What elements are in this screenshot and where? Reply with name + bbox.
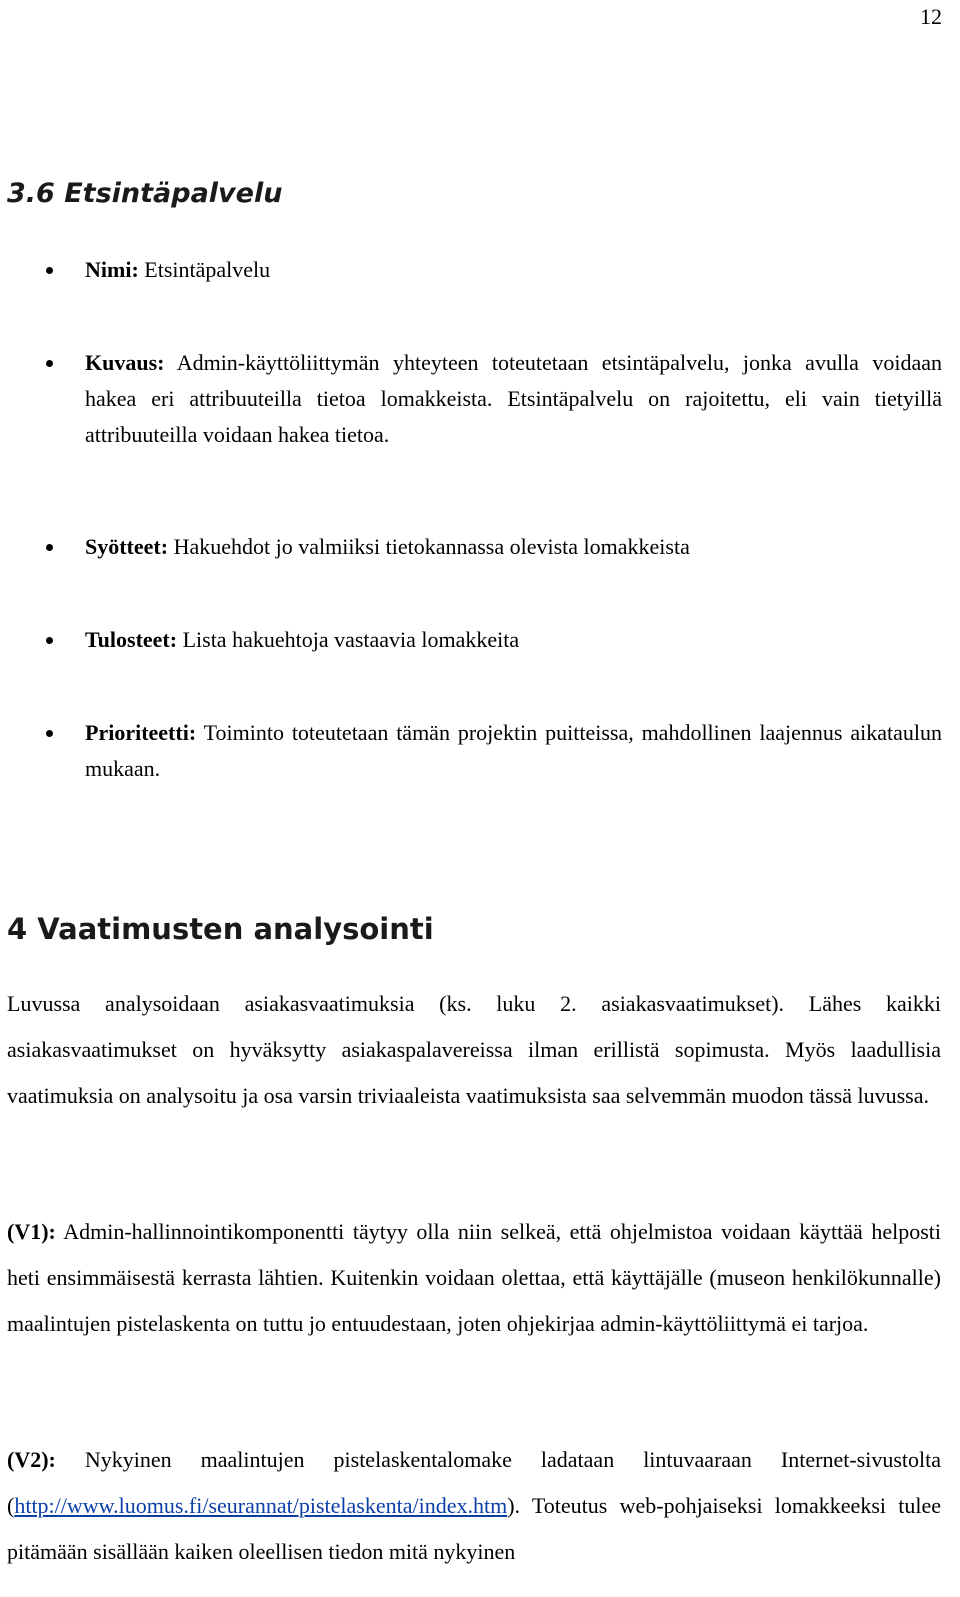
requirement-text: Admin-hallinnointikomponentti täytyy olla niin selkeä, että ohjelmistoa voidaan käyttää helposti heti ensimmäisestä kerrasta lähtien. Kuitenkin voidaan olettaa, että käyttäjälle (museon henkilökunnalle) maalintujen pistelaskenta on tuttu jo entuudestaan, joten ohjekirjaa admin-käyttöliittymä ei tarjoa. <box>7 1219 941 1336</box>
item-text: Toiminto toteutetaan tämän projektin puitteissa, mahdollinen laajennus aikataulun mukaan. <box>85 720 942 781</box>
item-text: Etsintäpalvelu <box>144 257 271 282</box>
bullet-icon <box>46 360 53 367</box>
list-item-outputs <box>85 617 942 663</box>
item-term: Syötteet: <box>85 534 169 559</box>
requirement-label: (V1): <box>7 1219 56 1244</box>
requirement-text-after-link: ). Toteutus web-pohjaiseksi lomakkeeksi tulee pitämään sisällään kaiken oleellisen tiedon mitä nykyinen <box>7 1493 941 1564</box>
item-term: Tulosteet: <box>85 627 178 652</box>
item-term: Kuvaus: <box>85 350 165 375</box>
list-item-description <box>85 345 942 453</box>
requirement-label: (V2): <box>7 1447 56 1472</box>
list-item-name <box>85 247 942 293</box>
section-heading-4: 4 Vaatimusten analysointi <box>7 912 434 946</box>
intro-paragraph <box>7 981 941 1119</box>
page-number: 12 <box>920 4 942 29</box>
requirement-v2-paragraph <box>7 1437 941 1575</box>
requirement-text-before-link: Nykyinen maalintujen pistelaskentalomake ladataan lintuvaaraan Internet-sivustolta ( <box>7 1447 941 1518</box>
bullet-icon <box>46 267 53 274</box>
bullet-icon <box>46 730 53 737</box>
list-item-inputs <box>85 524 942 570</box>
item-term: Prioriteetti: <box>85 720 197 745</box>
item-term: Nimi: <box>85 257 139 282</box>
pistelaskenta-link[interactable]: http://www.luomus.fi/seurannat/pistelaskenta/index.htm <box>14 1493 508 1518</box>
list-item-priority <box>85 715 942 787</box>
item-text: Hakuehdot jo valmiiksi tietokannassa olevista lomakkeista <box>173 534 690 559</box>
bullet-icon <box>46 544 53 551</box>
section-heading-3-6: 3.6 Etsintäpalvelu <box>7 178 283 209</box>
requirement-v1-paragraph <box>7 1209 941 1347</box>
item-text: Admin-käyttöliittymän yhteyteen toteutetaan etsintäpalvelu, jonka avulla voidaan hakea eri attribuuteilla tietoa lomakkeista. Etsintäpalvelu on rajoitettu, eli vain tietyillä attribuuteilla voidaan hakea tietoa. <box>85 350 942 447</box>
item-text: Lista hakuehtoja vastaavia lomakkeita <box>182 627 520 652</box>
intro-text: Luvussa analysoidaan asiakasvaatimuksia (ks. luku 2. asiakasvaatimukset). Lähes kaikki asiakasvaatimukset on hyväksytty asiakaspalavereissa ilman erillistä sopimusta. Myös laadullisia vaatimuksia on analysoitu ja osa varsin triviaaleista vaatimuksista saa selvemmän muodon tässä luvussa. <box>7 991 941 1108</box>
bullet-icon <box>46 637 53 644</box>
